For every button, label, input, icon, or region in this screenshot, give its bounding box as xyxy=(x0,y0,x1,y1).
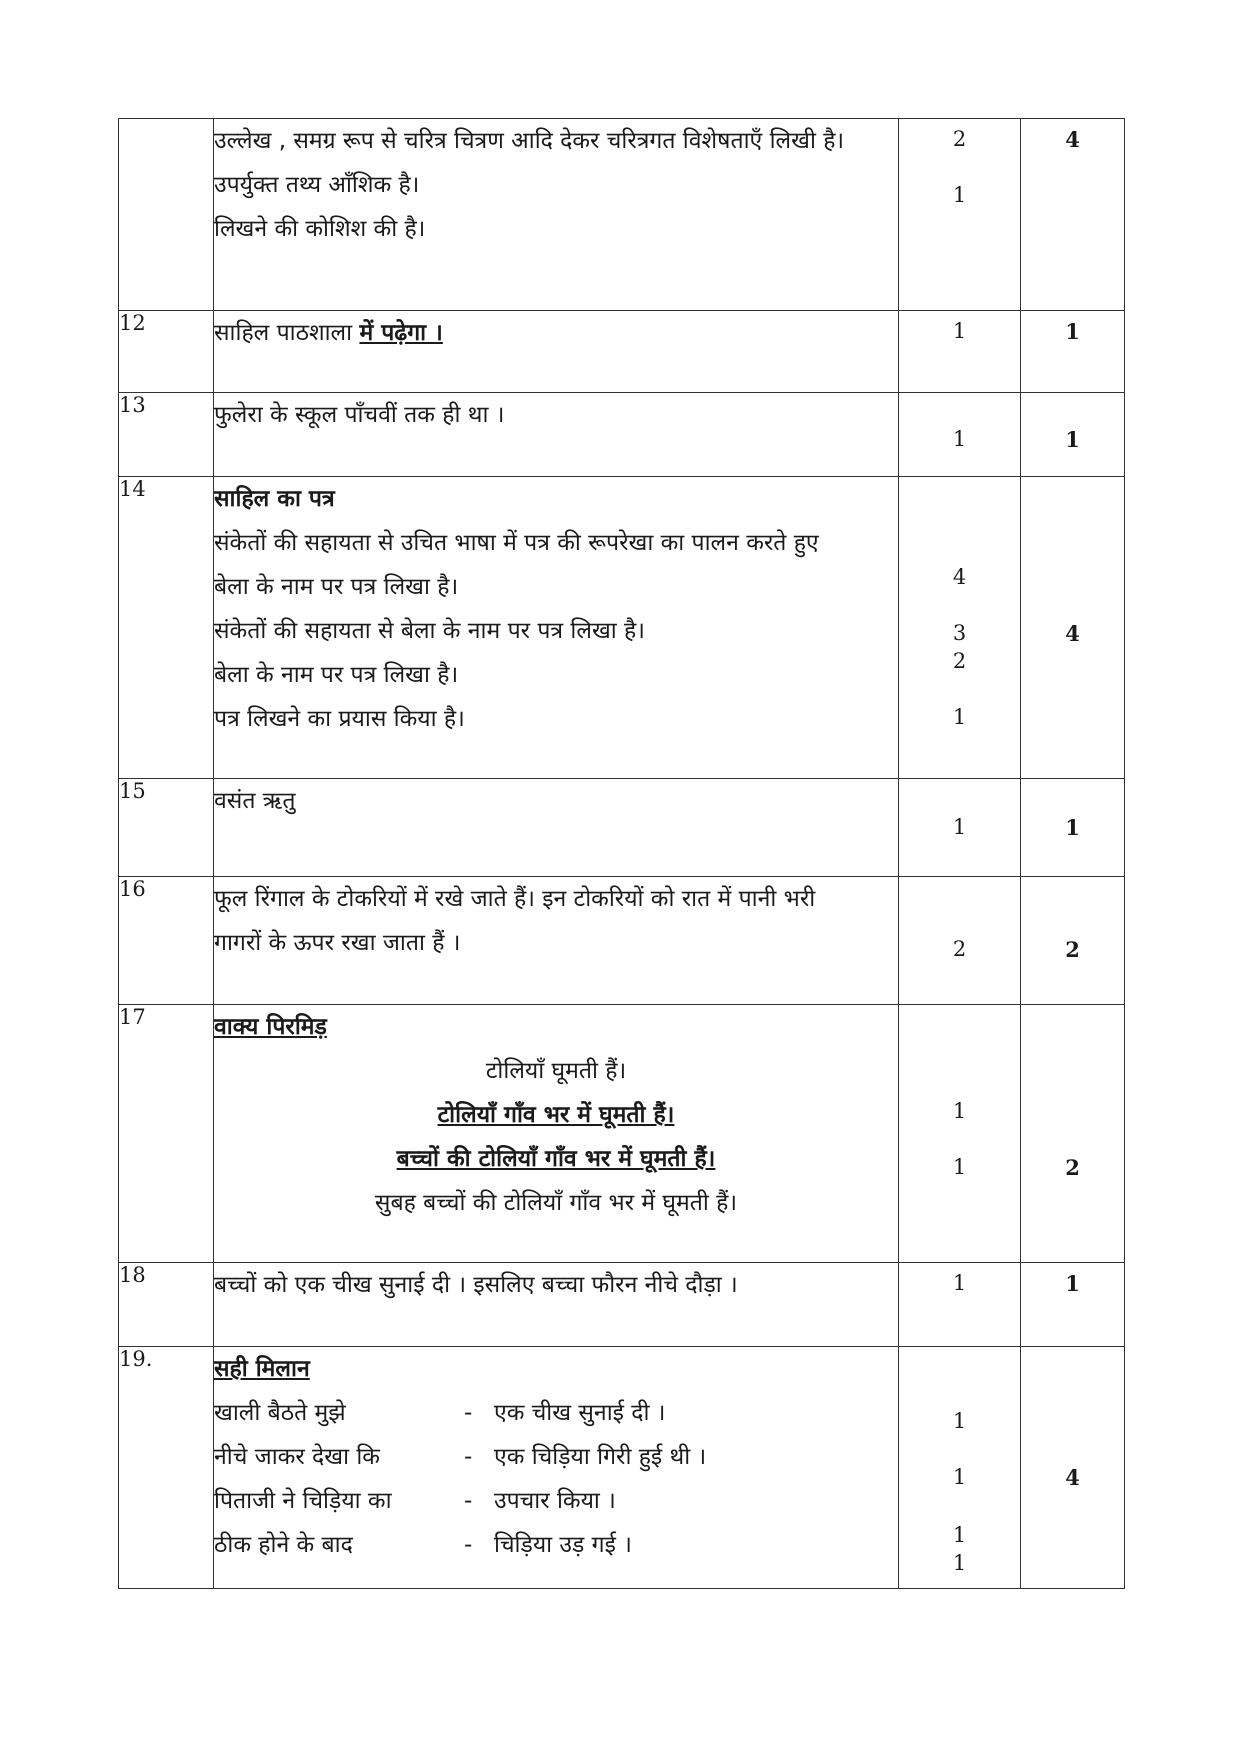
total-cell xyxy=(1021,1347,1125,1589)
match-right: उपचार किया । xyxy=(494,1488,616,1514)
match-right: एक चिड़िया गिरी हुई थी । xyxy=(494,1444,707,1470)
mark-value: 1 xyxy=(952,705,967,729)
total-cell xyxy=(1021,1005,1125,1263)
mark-value: 1 xyxy=(952,427,967,451)
answer-cell xyxy=(214,1005,899,1263)
marks-cell xyxy=(899,1347,1021,1589)
answer-line: बेला के नाम पर पत्र लिखा है। xyxy=(214,574,459,600)
mark-value: 1 xyxy=(952,1271,967,1295)
mark-value: 1 xyxy=(952,1099,967,1123)
question-number-cell: 13 xyxy=(119,393,214,477)
marking-scheme-table xyxy=(118,118,1125,1589)
total-value: 2 xyxy=(1065,1155,1080,1180)
total-value: 4 xyxy=(1065,127,1080,152)
answer-cell xyxy=(214,119,899,311)
answer-line: फुलेरा के स्कूल पाँचवीं तक ही था । xyxy=(214,402,505,428)
table-row xyxy=(119,393,1125,477)
total-value: 1 xyxy=(1065,815,1080,840)
mark-value: 3 xyxy=(952,621,967,645)
answer-heading: साहिल का पत्र xyxy=(214,486,335,512)
pyramid-line: टोलियाँ घूमती हैं। xyxy=(485,1058,627,1084)
match-dash: - xyxy=(464,1400,473,1426)
answer-line: बेला के नाम पर पत्र लिखा है। xyxy=(214,662,459,688)
marks-cell xyxy=(899,393,1021,477)
pyramid-line: सुबह बच्चों की टोलियाँ गाँव भर में घूमती हैं। xyxy=(374,1190,738,1216)
total-cell xyxy=(1021,477,1125,779)
match-dash: - xyxy=(464,1444,473,1470)
table-row xyxy=(119,779,1125,877)
match-pair xyxy=(214,1391,898,1435)
question-number-cell: 12 xyxy=(119,311,214,393)
marks-cell xyxy=(899,1263,1021,1347)
mark-value: 1 xyxy=(952,319,967,343)
answer-emphasis: में पढ़ेगा । xyxy=(359,320,443,346)
table-row xyxy=(119,477,1125,779)
answer-line: वसंत ऋतु xyxy=(214,788,296,814)
answer-heading: वाक्य पिरमिड़ xyxy=(214,1014,327,1040)
total-value: 1 xyxy=(1065,1271,1080,1296)
mark-value: 2 xyxy=(952,937,967,961)
marks-cell xyxy=(899,1005,1021,1263)
question-number-cell: 16 xyxy=(119,877,214,1005)
answer-line: बच्चों को एक चीख सुनाई दी । इसलिए बच्चा फौरन नीचे दौड़ा । xyxy=(214,1272,738,1298)
total-cell xyxy=(1021,1263,1125,1347)
total-cell xyxy=(1021,877,1125,1005)
total-cell xyxy=(1021,119,1125,311)
table-row xyxy=(119,1263,1125,1347)
answer-cell xyxy=(214,311,899,393)
pyramid-line: टोलियाँ गाँव भर में घूमती हैं। xyxy=(437,1102,675,1128)
table-row xyxy=(119,119,1125,311)
answer-line: संकेतों की सहायता से बेला के नाम पर पत्र लिखा है। xyxy=(214,618,645,644)
question-number-cell: 17 xyxy=(119,1005,214,1263)
question-number-cell: 14 xyxy=(119,477,214,779)
match-dash: - xyxy=(464,1488,473,1514)
answer-line: गागरों के ऊपर रखा जाता हैं । xyxy=(214,930,461,956)
table-row xyxy=(119,877,1125,1005)
match-dash: - xyxy=(464,1532,473,1558)
answer-line xyxy=(214,311,898,355)
mark-value: 1 xyxy=(952,1155,967,1179)
answer-heading: सही मिलान xyxy=(214,1356,310,1382)
answer-line: पत्र लिखने का प्रयास किया है। xyxy=(214,706,465,732)
total-cell xyxy=(1021,393,1125,477)
mark-value: 2 xyxy=(952,649,967,673)
table-row xyxy=(119,1347,1125,1589)
pyramid-line: बच्चों की टोलियाँ गाँव भर में घूमती हैं। xyxy=(396,1146,716,1172)
answer-line: लिखने की कोशिश की है। xyxy=(214,216,426,242)
answer-cell xyxy=(214,1347,899,1589)
table-row xyxy=(119,1005,1125,1263)
answer-cell xyxy=(214,393,899,477)
mark-value: 4 xyxy=(952,565,967,589)
match-left: पिताजी ने चिड़िया का xyxy=(214,1488,392,1514)
marks-cell xyxy=(899,877,1021,1005)
total-value: 1 xyxy=(1065,427,1080,452)
mark-value: 2 xyxy=(952,127,967,151)
total-cell xyxy=(1021,779,1125,877)
question-number-cell: 15 xyxy=(119,779,214,877)
marks-cell xyxy=(899,311,1021,393)
total-cell xyxy=(1021,311,1125,393)
mark-value: 1 xyxy=(952,183,967,207)
total-value: 1 xyxy=(1065,319,1080,344)
total-value: 2 xyxy=(1065,937,1080,962)
marks-cell xyxy=(899,119,1021,311)
match-left: खाली बैठते मुझे xyxy=(214,1400,346,1426)
mark-value: 1 xyxy=(952,1465,967,1489)
total-value: 4 xyxy=(1065,1465,1080,1490)
question-number-cell: 19. xyxy=(119,1347,214,1589)
match-left: नीचे जाकर देखा कि xyxy=(214,1444,380,1470)
answer-line: फूल रिंगाल के टोकरियों में रखे जाते हैं। इन टोकरियों को रात में पानी भरी xyxy=(214,886,816,912)
answer-line: संकेतों की सहायता से उचित भाषा में पत्र की रूपरेखा का पालन करते हुए xyxy=(214,530,819,556)
answer-cell xyxy=(214,1263,899,1347)
mark-value: 1 xyxy=(952,815,967,839)
question-number-cell xyxy=(119,119,214,311)
question-number-cell: 18 xyxy=(119,1263,214,1347)
answer-cell xyxy=(214,477,899,779)
marks-cell xyxy=(899,477,1021,779)
total-value: 4 xyxy=(1065,621,1080,646)
mark-value: 1 xyxy=(952,1409,967,1433)
match-pair xyxy=(214,1523,898,1567)
mark-value: 1 xyxy=(952,1551,967,1575)
marks-cell xyxy=(899,779,1021,877)
match-left: ठीक होने के बाद xyxy=(214,1532,353,1558)
answer-cell xyxy=(214,779,899,877)
match-right: एक चीख सुनाई दी । xyxy=(494,1400,666,1426)
answer-line: उल्लेख , समग्र रूप से चरित्र चित्रण आदि देकर चरित्रगत विशेषताएँ लिखी है। xyxy=(214,128,845,154)
match-pair xyxy=(214,1479,898,1523)
match-right: चिड़िया उड़ गई । xyxy=(494,1532,632,1558)
answer-line: उपर्युक्त तथ्य आँशिक है। xyxy=(214,172,420,198)
answer-text: साहिल पाठशाला xyxy=(214,320,360,346)
match-pair xyxy=(214,1435,898,1479)
mark-value: 1 xyxy=(952,1523,967,1547)
table-row xyxy=(119,311,1125,393)
answer-cell xyxy=(214,877,899,1005)
